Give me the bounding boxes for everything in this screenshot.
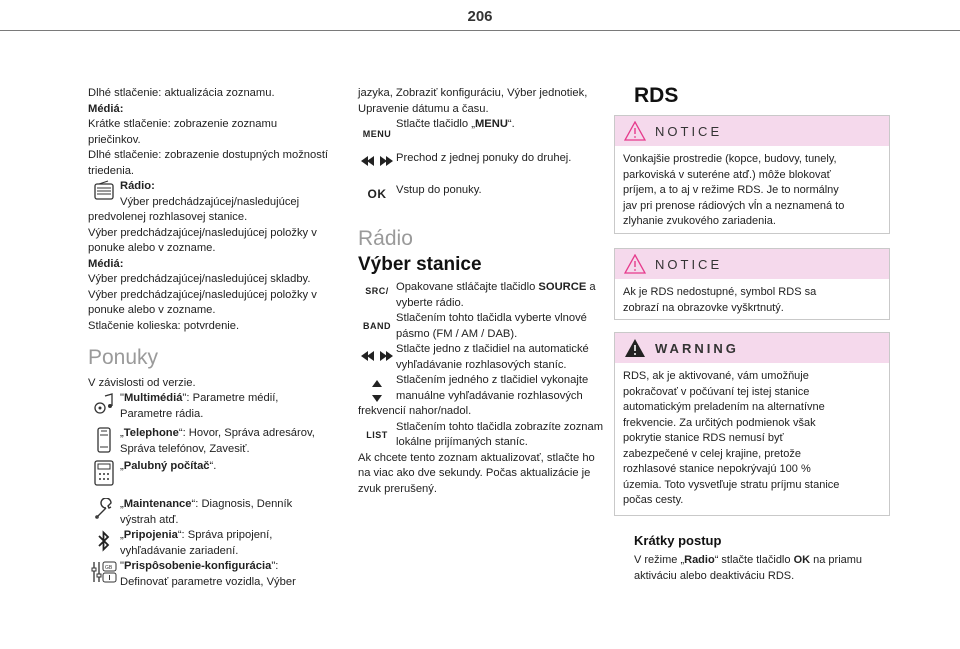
warning-text: automatickým preladením na alternatívne	[623, 401, 825, 413]
left-right-arrows-icon	[358, 151, 396, 166]
middle-column	[358, 86, 620, 497]
radio-text: Výber predchádzajúcej/nasledujúcej skladby.	[88, 273, 311, 285]
menu-item-desc: vyhľadávanie zariadení.	[120, 544, 239, 557]
warning-text: rozhlasové stanice nepokrývajú 100 %	[623, 463, 811, 475]
quote: „	[120, 529, 124, 541]
seek-arrows-icon	[358, 342, 396, 361]
list-text: lokálne prijímaných staníc.	[396, 436, 528, 448]
source-row	[358, 280, 620, 311]
src-text: a	[586, 281, 596, 293]
left-column	[88, 86, 353, 590]
seek-text: Stlačte jedno z tlačidiel na automatické	[396, 343, 589, 355]
menu-item-name: Prispôsobenie-konfigurácia	[123, 560, 272, 572]
radio-text: Médiá:	[88, 257, 124, 270]
notice-header	[615, 249, 889, 279]
shortcut-line: na priamu	[810, 554, 863, 566]
radio-icon	[88, 179, 120, 202]
band-text: pásmo (FM / AM / DAB).	[396, 327, 518, 340]
notice-icon	[615, 121, 655, 141]
menu-item-desc: Správa telefónov, Zavesiť.	[120, 442, 250, 455]
src-icon-label: SRC	[365, 286, 386, 296]
menu-item-connections	[88, 528, 353, 559]
radio-text: ponuke alebo v zozname.	[88, 304, 216, 316]
shortcut-line: V režime „	[634, 554, 685, 566]
up-down-arrows-icon	[358, 373, 396, 403]
menu-item-desc: “: Správa pripojení,	[177, 529, 273, 541]
quote: „	[120, 427, 124, 439]
menu-row-text: Stlačte tlačidlo „	[396, 118, 475, 130]
manual-text: manuálne vyhľadávanie rozhlasových	[396, 389, 583, 402]
manual-row	[358, 373, 620, 404]
notice-text: zlyhanie zvukového zariadenia.	[623, 215, 776, 227]
header-divider	[0, 30, 960, 31]
menu-item-desc: “.	[209, 460, 217, 472]
source-button-icon	[358, 280, 396, 300]
outro-text: zvuk prerušený.	[358, 482, 437, 495]
multimedia-icon	[88, 391, 120, 416]
settings-icon	[88, 559, 120, 584]
notice-label: NOTICE	[655, 256, 723, 272]
quote: "	[120, 392, 124, 404]
shortcut-line: “ stlačte tlačidlo	[714, 554, 794, 566]
menu-item-desc: “: Hovor, Správa adresárov,	[178, 427, 315, 439]
band-button-icon	[358, 311, 396, 335]
warning-icon	[615, 338, 655, 358]
band-icon-label: BAND	[363, 321, 391, 331]
menu-item-desc: Parametre rádia.	[120, 407, 204, 420]
menu-item-name: Telephone	[123, 427, 179, 439]
menu-item-desc: výstrah atď.	[120, 513, 179, 526]
manual-text: frekvencií nahor/nadol.	[358, 405, 472, 417]
radio-text: ponuke alebo v zozname.	[88, 242, 216, 254]
notice-text: Vonkajšie prostredie (kopce, budovy, tunely,	[623, 153, 837, 165]
intro-line: Médiá:	[88, 102, 124, 115]
notice-box-1	[614, 115, 890, 234]
shortcut-line: aktiváciu alebo deaktiváciu RDS.	[634, 569, 795, 582]
warning-label: WARNING	[655, 340, 739, 356]
intro-line: Dlhé stlačenie: zobrazenie dostupných možností	[88, 149, 329, 161]
ok-row-text: Vstup do ponuky.	[396, 184, 482, 196]
notice-text: parkoviská v suteréne atď.) môže blokovať	[623, 168, 831, 181]
menu-item-settings	[88, 559, 353, 590]
warning-header	[615, 333, 889, 363]
warning-text: frekvencie. Za určitých podmienok však	[623, 416, 816, 429]
menu-item-desc: ": Parametre médií,	[182, 392, 279, 404]
list-row	[358, 420, 620, 451]
notice-header	[615, 116, 889, 146]
warning-text: pokrytie stanice RDS nemusí byť	[623, 432, 784, 444]
menu-row-text: “.	[507, 118, 515, 130]
intro-line: Krátke stlačenie: zobrazenie zoznamu	[88, 118, 278, 130]
radio-text: Výber predchádzajúcej/nasledujúcej položky v	[88, 226, 317, 239]
rds-heading: RDS	[634, 84, 679, 107]
src-bold: SOURCE	[538, 281, 587, 293]
menu-item-desc: “: Diagnosis, Denník	[191, 498, 293, 510]
radio-heading: Rádio	[358, 227, 413, 250]
menu-icon-label: MENU	[362, 129, 392, 139]
menu-item-name: Multimédiá	[123, 392, 183, 404]
bluetooth-icon	[88, 528, 120, 553]
menu-item-desc: Definovať parametre vozidla, Výber	[120, 575, 296, 588]
warning-text: zabezpečené v celej krajine, pretože	[623, 447, 801, 460]
quote: „	[120, 460, 124, 472]
notice-icon	[615, 254, 655, 274]
notice-text: jav pri prenose rádiových vĺn a neznamená to	[623, 199, 845, 212]
list-icon-label: LIST	[366, 429, 388, 440]
menu-item-maintenance	[88, 497, 353, 528]
intro-line: triedenia.	[88, 164, 135, 177]
menu-row-bold: MENU	[474, 118, 508, 130]
menu-button-icon	[358, 117, 396, 143]
ok-row	[358, 183, 620, 231]
warning-text: územia. Toto vysvetľuje stratu príjmu stanice	[623, 478, 840, 491]
ok-icon-label: OK	[367, 187, 387, 201]
shortcut-text	[634, 553, 904, 584]
svg-text:GB: GB	[105, 565, 113, 571]
page-number: 206	[467, 8, 493, 25]
phone-icon	[88, 426, 120, 453]
radio-text: Stlačenie kolieska: potvrdenie.	[88, 319, 240, 332]
notice-text: zobrazí na obrazovke vyškrtnutý.	[623, 301, 784, 314]
radio-text: predvolenej rozhlasovej stanice.	[88, 211, 248, 223]
trip-computer-icon	[88, 459, 120, 486]
list-text: Stlačením tohto tlačidla zobrazíte zoznam	[396, 420, 604, 433]
src-text: Opakovane stláčajte tlačidlo	[396, 281, 539, 293]
radio-line: Výber predchádzajúcej/nasledujúcej	[120, 195, 300, 208]
menu-item-name: Maintenance	[123, 498, 192, 510]
radio-block	[88, 179, 353, 210]
warning-text: počas cesty.	[623, 494, 684, 506]
radio-title: Rádio:	[120, 180, 155, 192]
continued-text: Upravenie dátumu a času.	[358, 102, 489, 115]
shortcut-bold: Radio	[684, 554, 715, 566]
arrows-row	[358, 151, 620, 183]
manual-text: Stlačením jedného z tlačidiel vykonajte	[396, 374, 589, 386]
intro-line: priečinkov.	[88, 133, 141, 146]
shortcut-bold: OK	[793, 554, 811, 566]
menu-item-desc: ":	[271, 560, 279, 572]
outro-text: Ak chcete tento zoznam aktualizovať, stlačte ho	[358, 451, 595, 464]
wrench-icon	[88, 497, 120, 522]
menu-item-telephone	[88, 426, 353, 457]
menu-item-name: Palubný počítač	[123, 460, 210, 472]
radio-text: Výber predchádzajúcej/nasledujúcej položky v	[88, 288, 317, 301]
quote: "	[120, 560, 124, 572]
notice-label: NOTICE	[655, 123, 723, 139]
quote: „	[120, 498, 124, 510]
notice-text: príjem, a to aj v režime RDS. Je to normálny	[623, 184, 839, 196]
shortcut-heading: Krátky postup	[634, 533, 722, 548]
menu-button-row	[358, 117, 620, 151]
continued-text: jazyka, Zobraziť konfiguráciu, Výber jednotiek,	[358, 87, 588, 99]
ponuky-heading: Ponuky	[88, 346, 159, 369]
warning-text: RDS, ak je aktivované, vám umožňuje	[623, 370, 809, 382]
ponuky-intro: V závislosti od verzie.	[88, 376, 196, 389]
arrows-row-text: Prechod z jednej ponuky do druhej.	[396, 152, 572, 164]
station-select-heading: Výber stanice	[358, 253, 482, 275]
notice-box-2	[614, 248, 890, 320]
menu-item-trip-computer	[88, 459, 353, 493]
seek-row	[358, 342, 620, 373]
src-text: vyberte rádio.	[396, 296, 464, 309]
notice-text: Ak je RDS nedostupné, symbol RDS sa	[623, 286, 817, 298]
ok-button-icon	[358, 183, 396, 203]
intro-line: Dlhé stlačenie: aktualizácia zoznamu.	[88, 87, 275, 99]
band-text: Stlačením tohto tlačidla vyberte vlnové	[396, 312, 587, 324]
seek-text: vyhľadávanie rozhlasových staníc.	[396, 358, 567, 371]
list-button-icon	[358, 420, 396, 444]
src-slash-icon: /	[385, 286, 389, 296]
warning-text: pokračovať v počúvaní tej istej stanice	[623, 385, 810, 398]
menu-item-name: Pripojenia	[123, 529, 178, 541]
outro-text: na viac ako dve sekundy. Počas aktualizácie je	[358, 467, 591, 479]
band-row	[358, 311, 620, 342]
warning-box	[614, 332, 890, 516]
menu-item-multimedia	[88, 391, 353, 422]
